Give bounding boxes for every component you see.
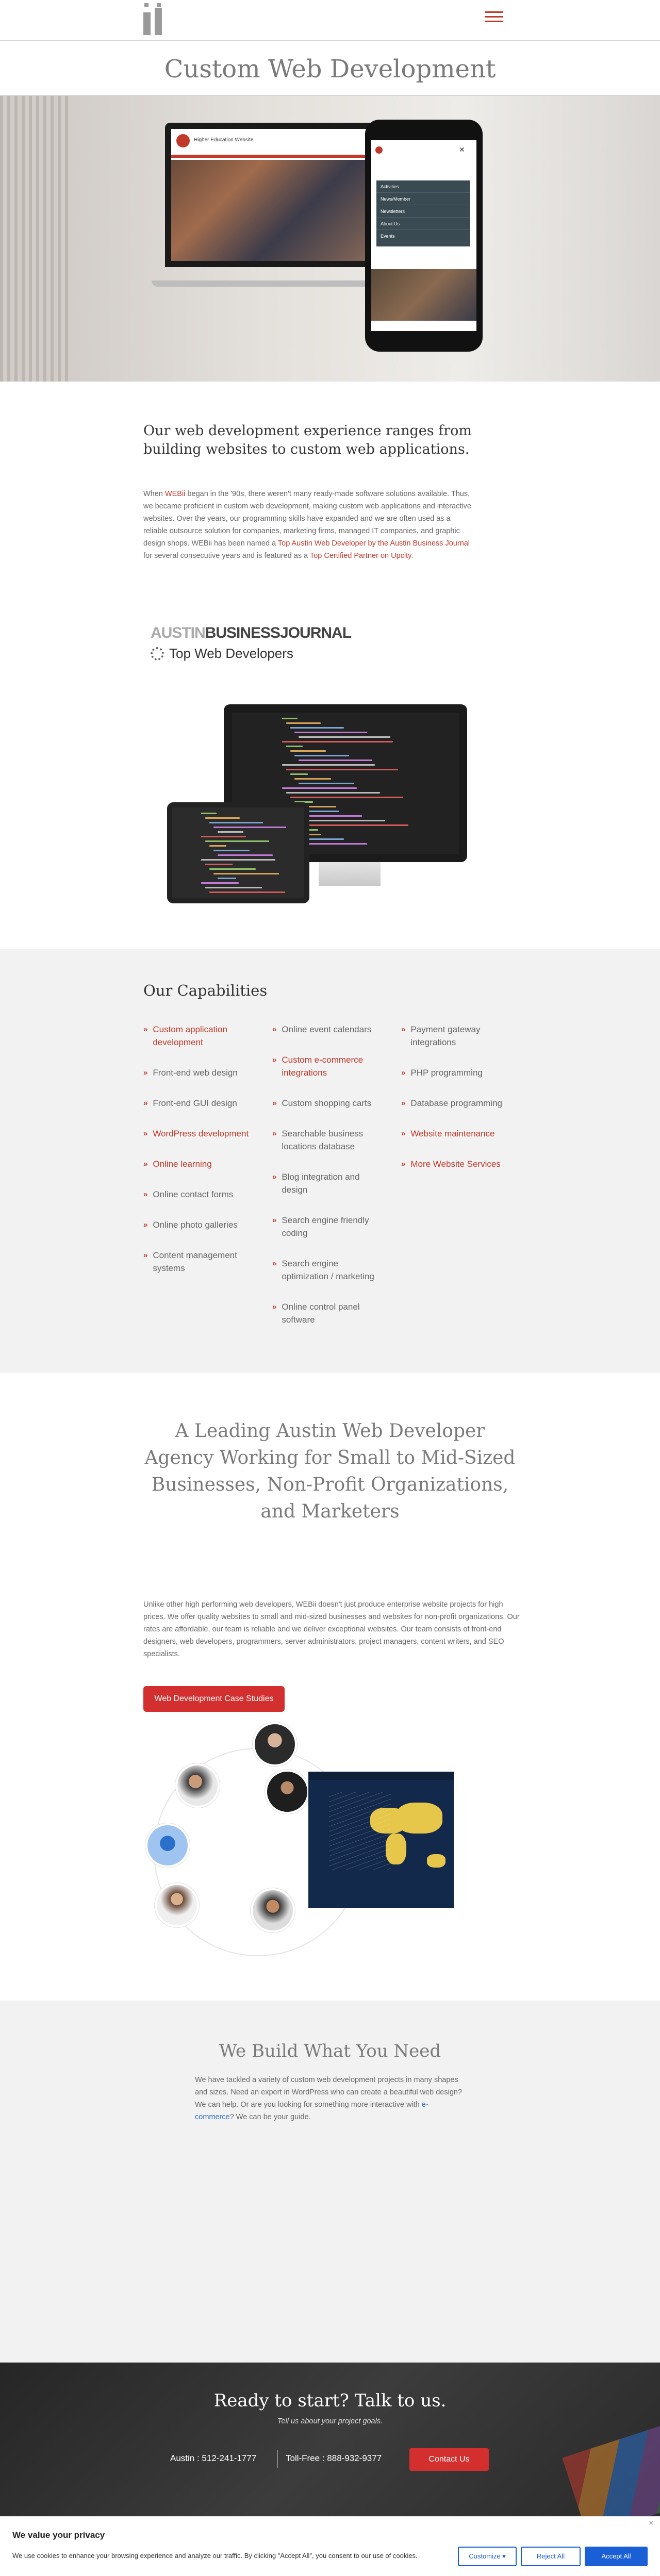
capability-item[interactable]	[143, 1023, 257, 1049]
contact-us-button[interactable]: Contact Us	[409, 2448, 489, 2471]
capability-item	[143, 1097, 257, 1110]
capability-item	[272, 1023, 386, 1036]
code-line	[299, 783, 354, 784]
cta-title: Ready to start? Talk to us.	[213, 2390, 447, 2411]
capability-item	[143, 1218, 257, 1231]
capability-label: Online contact forms	[153, 1190, 234, 1199]
code-line	[286, 769, 398, 770]
capabilities-col-3	[401, 1023, 515, 1188]
window-blinds	[0, 96, 72, 382]
chevron-right-icon: »	[401, 1129, 406, 1138]
hamburger-menu-icon[interactable]	[485, 11, 503, 25]
capability-label[interactable]: Custom application development	[153, 1025, 227, 1047]
chevron-right-icon: »	[401, 1025, 406, 1034]
capability-label: Online photo galleries	[153, 1220, 238, 1230]
phone-nav-item: News/Member	[376, 193, 470, 205]
code-line	[290, 797, 403, 798]
webii-link[interactable]: WEBii	[164, 490, 186, 498]
capability-item[interactable]	[143, 1158, 257, 1170]
abj-award-badge: AUSTINBUSINESSJOURNAL Top Web Developers	[151, 624, 352, 661]
close-icon[interactable]: ×	[649, 2519, 654, 2528]
code-line	[205, 840, 269, 842]
team-avatar	[155, 1883, 199, 1927]
code-line	[209, 868, 256, 870]
intro-paragraph: When WEBii began in the '90s, there weren't many ready-made software solutions available. Thus, we became proficient in custom web development, making custom web applications and interactive websites. Over the years, our programming skills have expanded and we are often used as a reliable outsource solution for companies, marketing firms, managed IT companies, and graphic design shops. WEBii has been named a Top Austin Web Developer by the Austin Business Journal for several consecutive years and is featured as a Top Certified Partner on Upcity.	[143, 490, 471, 560]
code-line	[294, 824, 408, 826]
code-line	[201, 882, 239, 884]
laptop-base	[152, 280, 395, 287]
capability-label: Database programming	[410, 1098, 502, 1108]
upcity-link[interactable]: Top Certified Partner on Upcity	[309, 552, 411, 560]
phone-nav-item: Activities	[376, 180, 470, 193]
code-line	[282, 741, 393, 742]
capability-label: PHP programming	[410, 1068, 483, 1078]
laptop-site-title: Higher Education Website	[194, 137, 254, 143]
capability-label: Search engine friendly coding	[282, 1215, 369, 1238]
code-line	[286, 746, 303, 747]
code-line	[209, 822, 263, 823]
chevron-right-icon: »	[401, 1068, 406, 1077]
code-line	[299, 759, 372, 761]
chevron-right-icon: »	[272, 1129, 277, 1138]
phone-nav-menu	[376, 180, 470, 246]
cookie-banner	[0, 2516, 660, 2576]
team-avatar	[145, 1823, 190, 1868]
world-map-screenshot	[308, 1772, 454, 1908]
page-title-box	[0, 40, 660, 96]
cookie-title: We value your privacy	[12, 2530, 105, 2540]
capability-label: Online control panel software	[282, 1302, 360, 1325]
capability-item	[272, 1170, 386, 1196]
build-title: We Build What You Need	[219, 2041, 441, 2061]
code-line	[282, 718, 298, 719]
capability-label: Front-end GUI design	[153, 1098, 237, 1108]
capability-label[interactable]: Website maintenance	[410, 1129, 495, 1138]
code-line	[290, 727, 344, 729]
code-line	[205, 887, 262, 888]
capability-label[interactable]: Custom e-commerce integrations	[282, 1055, 364, 1078]
chevron-right-icon: »	[272, 1259, 277, 1268]
code-line	[282, 787, 357, 789]
webii-logo[interactable]	[140, 3, 166, 35]
capability-label: Custom shopping carts	[282, 1098, 372, 1108]
capability-item	[143, 1066, 257, 1079]
code-line	[294, 778, 331, 780]
chevron-right-icon: »	[143, 1129, 148, 1138]
capabilities-title: Our Capabilities	[143, 982, 268, 999]
abj-link[interactable]: Top Austin Web Developer by the Austin Business Journal	[277, 539, 470, 548]
hero-image	[0, 96, 660, 382]
code-line	[299, 736, 390, 738]
agency-heading: A Leading Austin Web Developer Agency Working for Small to Mid-Sized Businesses, Non-Profit Organizations, and Marketers	[144, 1421, 516, 1522]
code-line	[213, 850, 250, 851]
chevron-right-icon: »	[401, 1160, 406, 1168]
code-line	[209, 891, 285, 893]
build-paragraph: We have tackled a variety of custom web development projects in many shapes and sizes. Need an expert in WordPress who can create a beautiful web design? We can help. Or are you looking for something more interactive with e-commerce? We can be your guide.	[195, 2076, 463, 2121]
chevron-right-icon: »	[143, 1160, 148, 1168]
site-header	[0, 0, 660, 40]
tollfree-phone[interactable]: Toll-Free : 888-932-9377	[286, 2453, 382, 2463]
cookie-text: We use cookies to enhance your browsing experience and analyze our traffic. By clicking "Accept All", you consent to our use of cookies.	[12, 2552, 418, 2560]
cta-subtitle: Tell us about your project goals.	[277, 2417, 383, 2425]
chevron-right-icon: »	[272, 1302, 277, 1311]
capability-label: Content management systems	[153, 1250, 237, 1273]
capability-label: Payment gateway integrations	[410, 1025, 481, 1047]
chevron-right-icon: »	[272, 1216, 277, 1225]
capability-item[interactable]	[272, 1053, 386, 1079]
capability-item[interactable]	[143, 1127, 257, 1140]
code-line	[282, 764, 375, 766]
code-line	[201, 859, 275, 861]
chevron-right-icon: »	[143, 1251, 148, 1260]
tablet-mockup	[167, 802, 309, 903]
customize-button[interactable]: Customize ▾	[458, 2547, 517, 2566]
capability-label: Search engine optimization / marketing	[282, 1259, 374, 1281]
case-studies-button[interactable]: Web Development Case Studies	[143, 1686, 285, 1712]
cta-section	[0, 2363, 660, 2516]
phone-nav-item: About Us	[376, 218, 470, 230]
capability-label: Front-end web design	[153, 1068, 238, 1078]
code-line	[286, 722, 321, 724]
chevron-right-icon: »	[272, 1173, 277, 1181]
capability-item	[401, 1097, 515, 1110]
team-avatar	[253, 1722, 297, 1766]
capability-item	[272, 1257, 386, 1283]
code-line	[218, 854, 273, 856]
capability-item	[272, 1214, 386, 1240]
chevron-right-icon: »	[401, 1099, 406, 1108]
capability-item	[272, 1097, 386, 1110]
code-line	[201, 813, 217, 814]
chevron-right-icon: »	[272, 1055, 277, 1064]
page-title: Custom Web Development	[164, 55, 496, 84]
capability-label: Blog integration and design	[282, 1172, 360, 1195]
code-line	[205, 817, 240, 819]
chevron-right-icon: »	[272, 1025, 277, 1034]
gear-icon	[151, 647, 164, 660]
capabilities-col-1	[143, 1023, 257, 1292]
code-line	[294, 755, 349, 756]
capability-item	[401, 1066, 515, 1079]
code-line	[218, 831, 243, 833]
capability-item	[272, 1300, 386, 1326]
reject-all-button[interactable]: Reject All	[521, 2547, 581, 2566]
intro-heading: Our web development experience ranges from building websites to custom web applications.	[143, 423, 472, 457]
capabilities-col-2	[272, 1023, 386, 1344]
capability-item	[143, 1249, 257, 1275]
capability-item	[143, 1188, 257, 1201]
team-avatar	[265, 1770, 309, 1814]
agency-paragraph: Unlike other high performing web developers, WEBii doesn't just produce enterprise website projects for high prices. We offer quality websites to small and mid-sized businesses and websites for non-profit organizations. Our rates are affordable, our team is reliable and we deliver exceptional websites. Our team consists of front-end designers, web developers, programmers, server administrators, project managers, content writers, and SEO specialists.	[143, 1600, 520, 1658]
chevron-right-icon: »	[143, 1099, 148, 1108]
build-section	[0, 2001, 660, 2363]
classroom-photo	[171, 160, 375, 261]
team-avatar	[251, 1888, 295, 1933]
capability-item	[401, 1023, 515, 1049]
capability-label[interactable]: WordPress development	[153, 1129, 249, 1138]
code-line	[201, 836, 246, 837]
capability-label: Searchable business locations database	[282, 1129, 364, 1151]
chevron-right-icon: »	[272, 1099, 277, 1108]
capability-label[interactable]: More Website Services	[410, 1159, 501, 1169]
chevron-right-icon: »	[143, 1025, 148, 1034]
laptop-mockup	[165, 123, 382, 267]
code-line	[294, 732, 367, 733]
divider	[277, 2450, 278, 2468]
chevron-right-icon: »	[143, 1220, 148, 1229]
code-line	[290, 773, 308, 775]
accept-all-button[interactable]: Accept All	[585, 2547, 648, 2566]
code-line	[209, 845, 226, 847]
phone-photo	[371, 269, 476, 321]
chevron-right-icon: »	[143, 1190, 148, 1199]
capabilities-section	[0, 949, 660, 1373]
austin-phone[interactable]: Austin : 512-241-1777	[170, 2453, 257, 2463]
code-line	[205, 864, 233, 865]
close-icon: ✕	[459, 145, 465, 154]
code-line	[213, 827, 286, 828]
monitor-stand	[319, 862, 381, 886]
phone-nav-item: Events	[376, 230, 470, 242]
chevron-right-icon: »	[143, 1068, 148, 1077]
capability-label: Online event calendars	[282, 1025, 372, 1034]
team-avatar	[175, 1763, 220, 1808]
phone-nav-item: Newsletters	[376, 205, 470, 218]
capability-item[interactable]	[401, 1127, 515, 1140]
capability-item[interactable]	[401, 1158, 515, 1170]
capability-item	[272, 1127, 386, 1153]
code-line	[286, 792, 380, 794]
code-line	[290, 750, 326, 752]
phone-mockup	[365, 120, 483, 352]
code-line	[213, 873, 279, 874]
capability-label[interactable]: Online learning	[153, 1159, 212, 1169]
code-line	[218, 878, 236, 879]
ecommerce-link[interactable]: e-commerce	[195, 2101, 428, 2121]
